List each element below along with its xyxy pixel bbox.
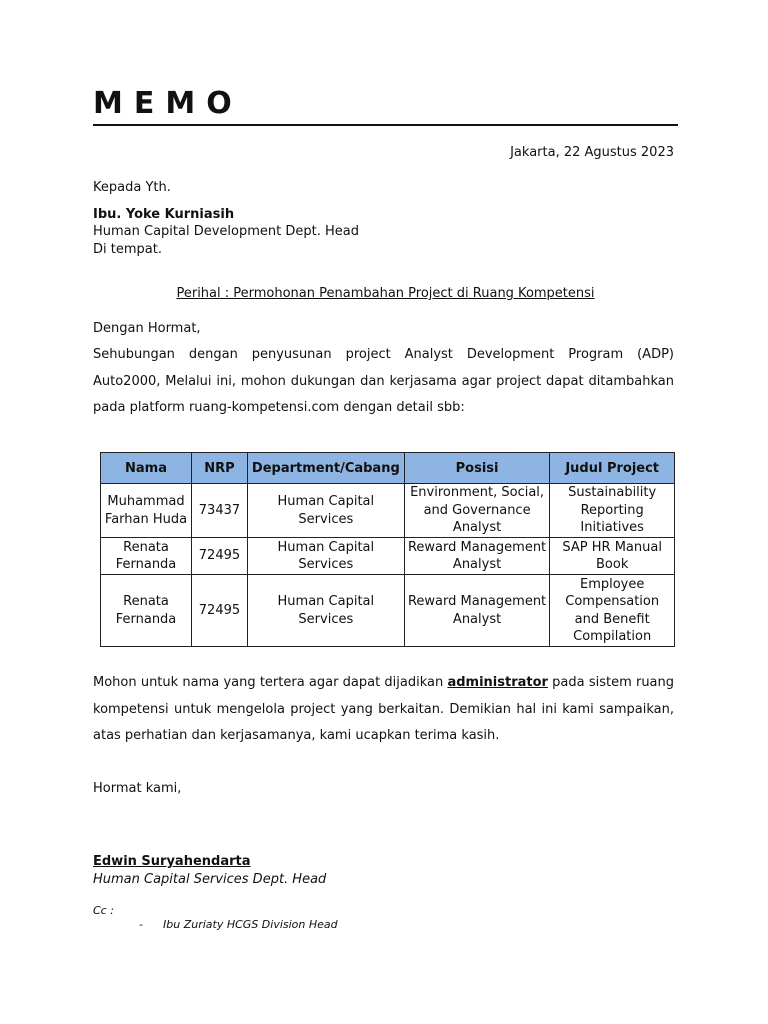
cell-nama: Renata Fernanda [101,575,192,647]
signer-title: Human Capital Services Dept. Head [93,872,327,887]
recipient-title: Human Capital Development Dept. Head [93,224,359,239]
cc-label: Cc : [93,904,114,917]
cell-posisi: Reward Management Analyst [404,538,550,575]
table-row [101,538,675,575]
cell-nama: Muhammad Farhan Huda [101,484,192,538]
cell-posisi: Environment, Social, and Governance Analyst [404,484,550,538]
cell-judul-project: Sustainability Reporting Initiatives [550,484,675,538]
table-row [101,484,675,538]
memo-title: MEMO [93,86,243,121]
column-header-department: Department/Cabang [247,453,404,484]
memo-date: Jakarta, 22 Agustus 2023 [510,145,674,160]
table-header-row [101,453,675,484]
intro-paragraph: Sehubungan dengan penyusunan project Analyst Development Program (ADP) Auto2000, Melalui ini, mohon dukungan dan kerjasama agar project dapat ditambahkan pada platform ruang-kompetensi.com dengan detail sbb: [93,347,674,415]
column-header-nrp: NRP [192,453,248,484]
signoff: Hormat kami, [93,781,182,796]
column-header-posisi: Posisi [404,453,550,484]
cc-item: Ibu Zuriaty HCGS Division Head [163,918,338,931]
column-header-judul-project: Judul Project [550,453,675,484]
project-table [100,452,675,647]
cell-nrp: 72495 [192,538,248,575]
greeting: Dengan Hormat, [93,321,201,336]
recipient-name: Ibu. Yoke Kurniasih [93,207,235,222]
cell-department: Human Capital Services [247,538,404,575]
cell-nrp: 73437 [192,484,248,538]
cell-department: Human Capital Services [247,575,404,647]
memo-subject: Perihal : Permohonan Penambahan Project di Ruang Kompetensi [176,286,595,301]
administrator-emphasis: administrator [447,675,548,690]
column-header-nama: Nama [101,453,192,484]
table-row [101,575,675,647]
to-label: Kepada Yth. [93,180,171,195]
cc-bullet: - [139,918,143,931]
cell-judul-project: Employee Compensation and Benefit Compilation [550,575,675,647]
closing-text-after: pada sistem ruang kompetensi untuk mengelola project yang berkaitan. Demikian hal ini kami sampaikan, atas perhatian dan kerjasamanya, kami ucapkan terima kasih. [93,675,675,743]
recipient-place: Di tempat. [93,242,162,257]
cell-nrp: 72495 [192,575,248,647]
cell-nama: Renata Fernanda [101,538,192,575]
cell-posisi: Reward Management Analyst [404,575,550,647]
closing-paragraph [93,670,674,750]
cell-department: Human Capital Services [247,484,404,538]
signer-name: Edwin Suryahendarta [93,854,251,869]
cell-judul-project: SAP HR Manual Book [550,538,675,575]
closing-text-before: Mohon untuk nama yang tertera agar dapat dijadikan [93,675,444,690]
title-divider [93,124,678,126]
